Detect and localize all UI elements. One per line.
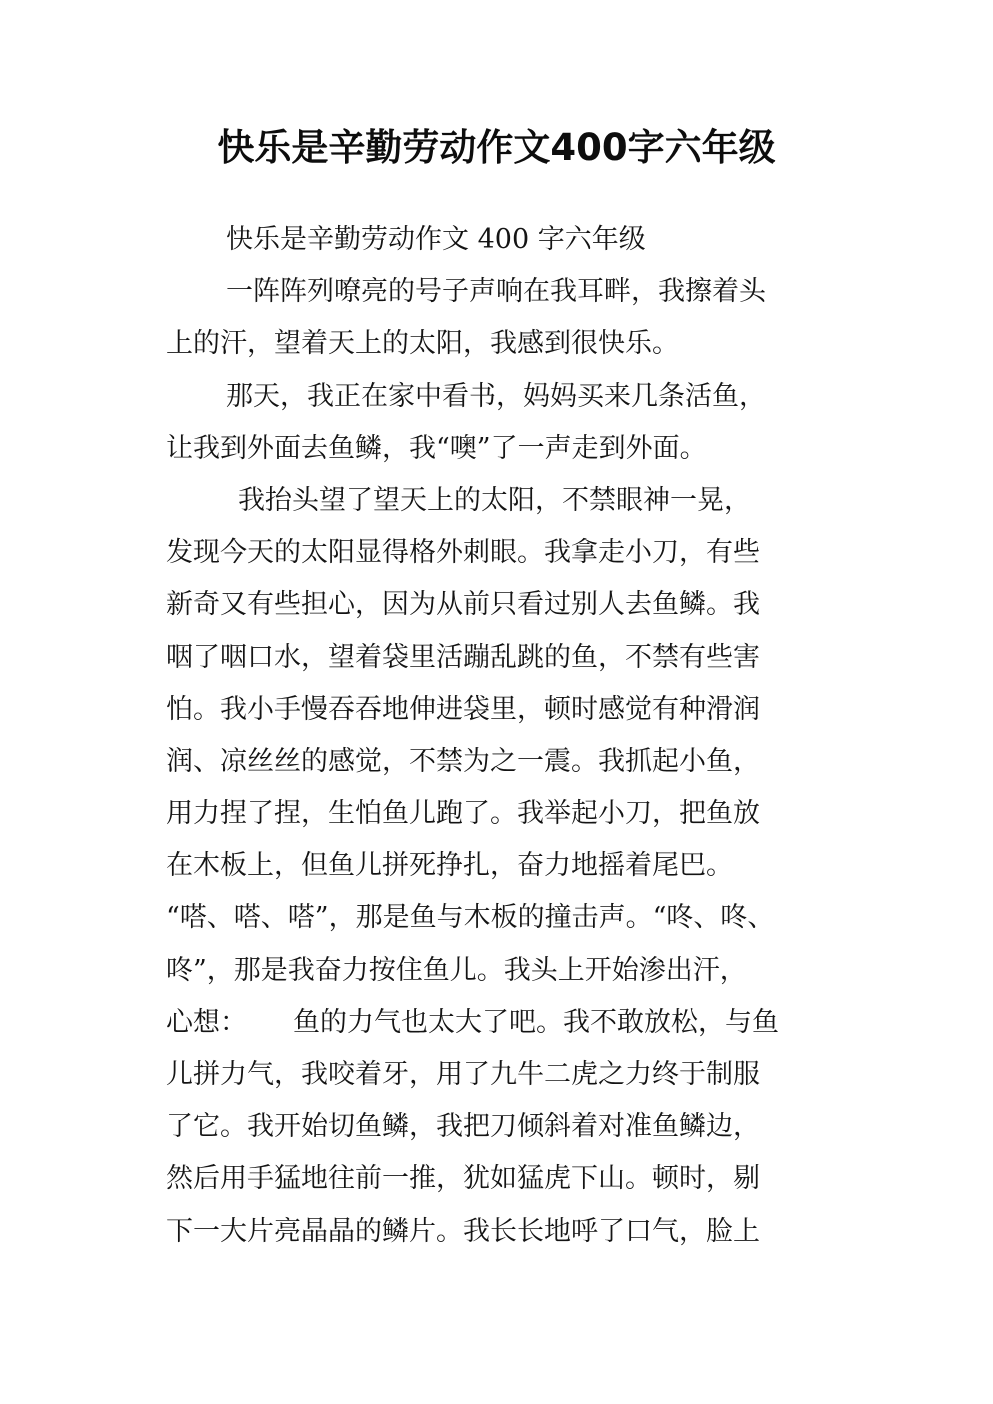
text-line: 那天，我正在家中看书，妈妈买来几条活鱼， bbox=[226, 380, 766, 412]
text-line: 润、凉丝丝的感觉，不禁为之一震。我抓起小鱼， bbox=[166, 745, 760, 777]
text-line: 用力捏了捏，生怕鱼儿跑了。我举起小刀，把鱼放 bbox=[166, 798, 760, 830]
text-line: 怕。我小手慢吞吞地伸进袋里，顿时感觉有种滑润 bbox=[166, 693, 760, 725]
text-line-rest: 鱼的力气也太大了吧。我不敢放松，与鱼 bbox=[293, 1006, 779, 1038]
text-line-prefix: 心想： bbox=[166, 1006, 247, 1038]
text-line: 儿拼力气，我咬着牙，用了九牛二虎之力终于制服 bbox=[166, 1059, 760, 1090]
text-line bbox=[166, 997, 846, 1049]
text-line: 一阵阵列嘹亮的号子声响在我耳畔，我擦着头 bbox=[226, 276, 766, 308]
text-line: 咽了咽口水，望着袋里活蹦乱跳的鱼，不禁有些害 bbox=[166, 641, 760, 673]
document-title: 快乐是辛勤劳动作文400字六年级 bbox=[217, 126, 776, 169]
text-line: 在木板上，但鱼儿拼死挣扎，奋力地摇着尾巴。 bbox=[166, 850, 733, 882]
text-line: 下一大片亮晶晶的鳞片。我长长地呼了口气，脸上 bbox=[166, 1215, 760, 1247]
text-line: “嗒、嗒、嗒”，那是鱼与木板的撞击声。“咚、咚、 bbox=[166, 902, 775, 934]
text-line: 新奇又有些担心，因为从前只看过别人去鱼鳞。我 bbox=[166, 589, 760, 621]
text-line: 发现今天的太阳显得格外刺眼。我拿走小刀，有些 bbox=[166, 537, 760, 569]
text-line: 然后用手猛地往前一推，犹如猛虎下山。顿时，剔 bbox=[166, 1163, 760, 1195]
text-line: 咚”，那是我奋力按住鱼儿。我头上开始渗出汗， bbox=[166, 954, 747, 986]
text-line-subtitle: 快乐是辛勤劳动作文 400 字六年级 bbox=[226, 224, 646, 255]
text-line: 让我到外面去鱼鳞，我“噢”了一声走到外面。 bbox=[166, 432, 707, 464]
text-line: 上的汗，望着天上的太阳，我感到很快乐。 bbox=[166, 328, 679, 360]
text-line: 了它。我开始切鱼鳞，我把刀倾斜着对准鱼鳞边， bbox=[166, 1111, 760, 1143]
document-body bbox=[166, 214, 846, 1258]
text-line: 我抬头望了望天上的太阳，不禁眼神一晃， bbox=[238, 484, 751, 516]
